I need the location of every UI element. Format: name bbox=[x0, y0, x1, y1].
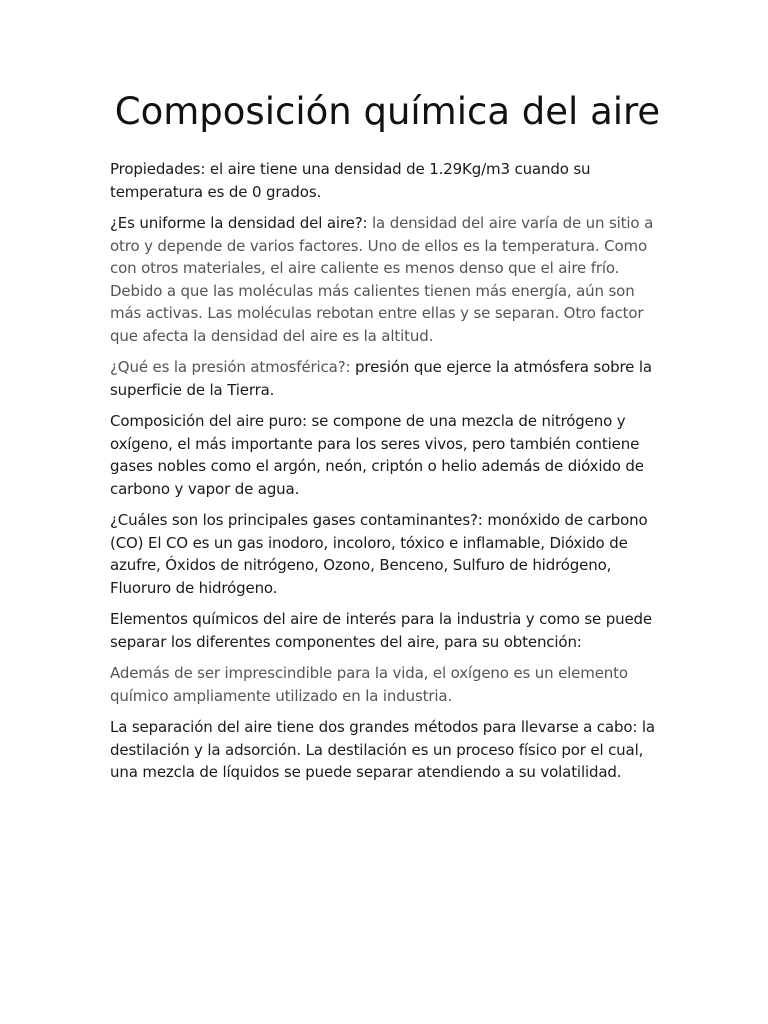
document-title: Composición química del aire bbox=[114, 90, 661, 133]
paragraph-text: se compone de una mezcla de nitrógeno y oxígeno, el más importante para los seres vivos, pero también contiene gases nobles como el argón, neón, criptón o helio además de dióxido de carbono y vapor de agua. bbox=[110, 412, 644, 498]
paragraph-lead: ¿Es uniforme la densidad del aire?: bbox=[110, 214, 368, 232]
paragraph-lead: ¿Qué es la presión atmosférica?: bbox=[110, 358, 351, 376]
paragraph-text: La separación del aire tiene dos grandes métodos para llevarse a cabo: la destilación y la adsorción. La destilación es un proceso físico por el cual, una mezcla de líquidos se puede separar atendiendo a su volatilidad. bbox=[110, 718, 655, 781]
paragraph-separacion bbox=[110, 716, 665, 784]
paragraph-elementos bbox=[110, 608, 665, 653]
paragraph-lead: Composición del aire puro: bbox=[110, 412, 307, 430]
paragraph-composicion bbox=[110, 410, 665, 500]
document-page bbox=[110, 86, 665, 793]
paragraph-lead: ¿Cuáles son los principales gases contaminantes?: bbox=[110, 511, 483, 529]
paragraph-text: Elementos químicos del aire de interés para la industria y como se puede separar los diferentes componentes del aire, para su obtención: bbox=[110, 610, 652, 651]
paragraph-text: presión que ejerce la atmósfera sobre la superficie de la Tierra. bbox=[110, 358, 652, 399]
paragraph-densidad bbox=[110, 212, 665, 347]
paragraph-presion bbox=[110, 356, 665, 401]
paragraph-contaminantes bbox=[110, 509, 665, 599]
paragraph-propiedades bbox=[110, 158, 665, 203]
paragraph-lead: Propiedades: bbox=[110, 160, 206, 178]
paragraph-text: el aire tiene una densidad de 1.29Kg/m3 cuando su temperatura es de 0 grados. bbox=[110, 160, 591, 201]
paragraph-text: Además de ser imprescindible para la vida, el oxígeno es un elemento químico ampliamente utilizado en la industria. bbox=[110, 664, 628, 705]
paragraph-text: monóxido de carbono (CO) El CO es un gas inodoro, incoloro, tóxico e inflamable, Dióxido de azufre, Óxidos de nitrógeno, Ozono, Benceno, Sulfuro de hidrógeno, Fluoruro de hidrógeno. bbox=[110, 511, 648, 597]
paragraph-oxigeno bbox=[110, 662, 665, 707]
paragraph-text: la densidad del aire varía de un sitio a otro y depende de varios factores. Uno de ellos es la temperatura. Como con otros materiales, el aire caliente es menos denso que el aire frío. Debido a que las moléculas más calientes tienen más energía, aún son más activas. Las moléculas rebotan entre ellas y se separan. Otro factor que afecta la densidad del aire es la altitud. bbox=[110, 214, 654, 345]
